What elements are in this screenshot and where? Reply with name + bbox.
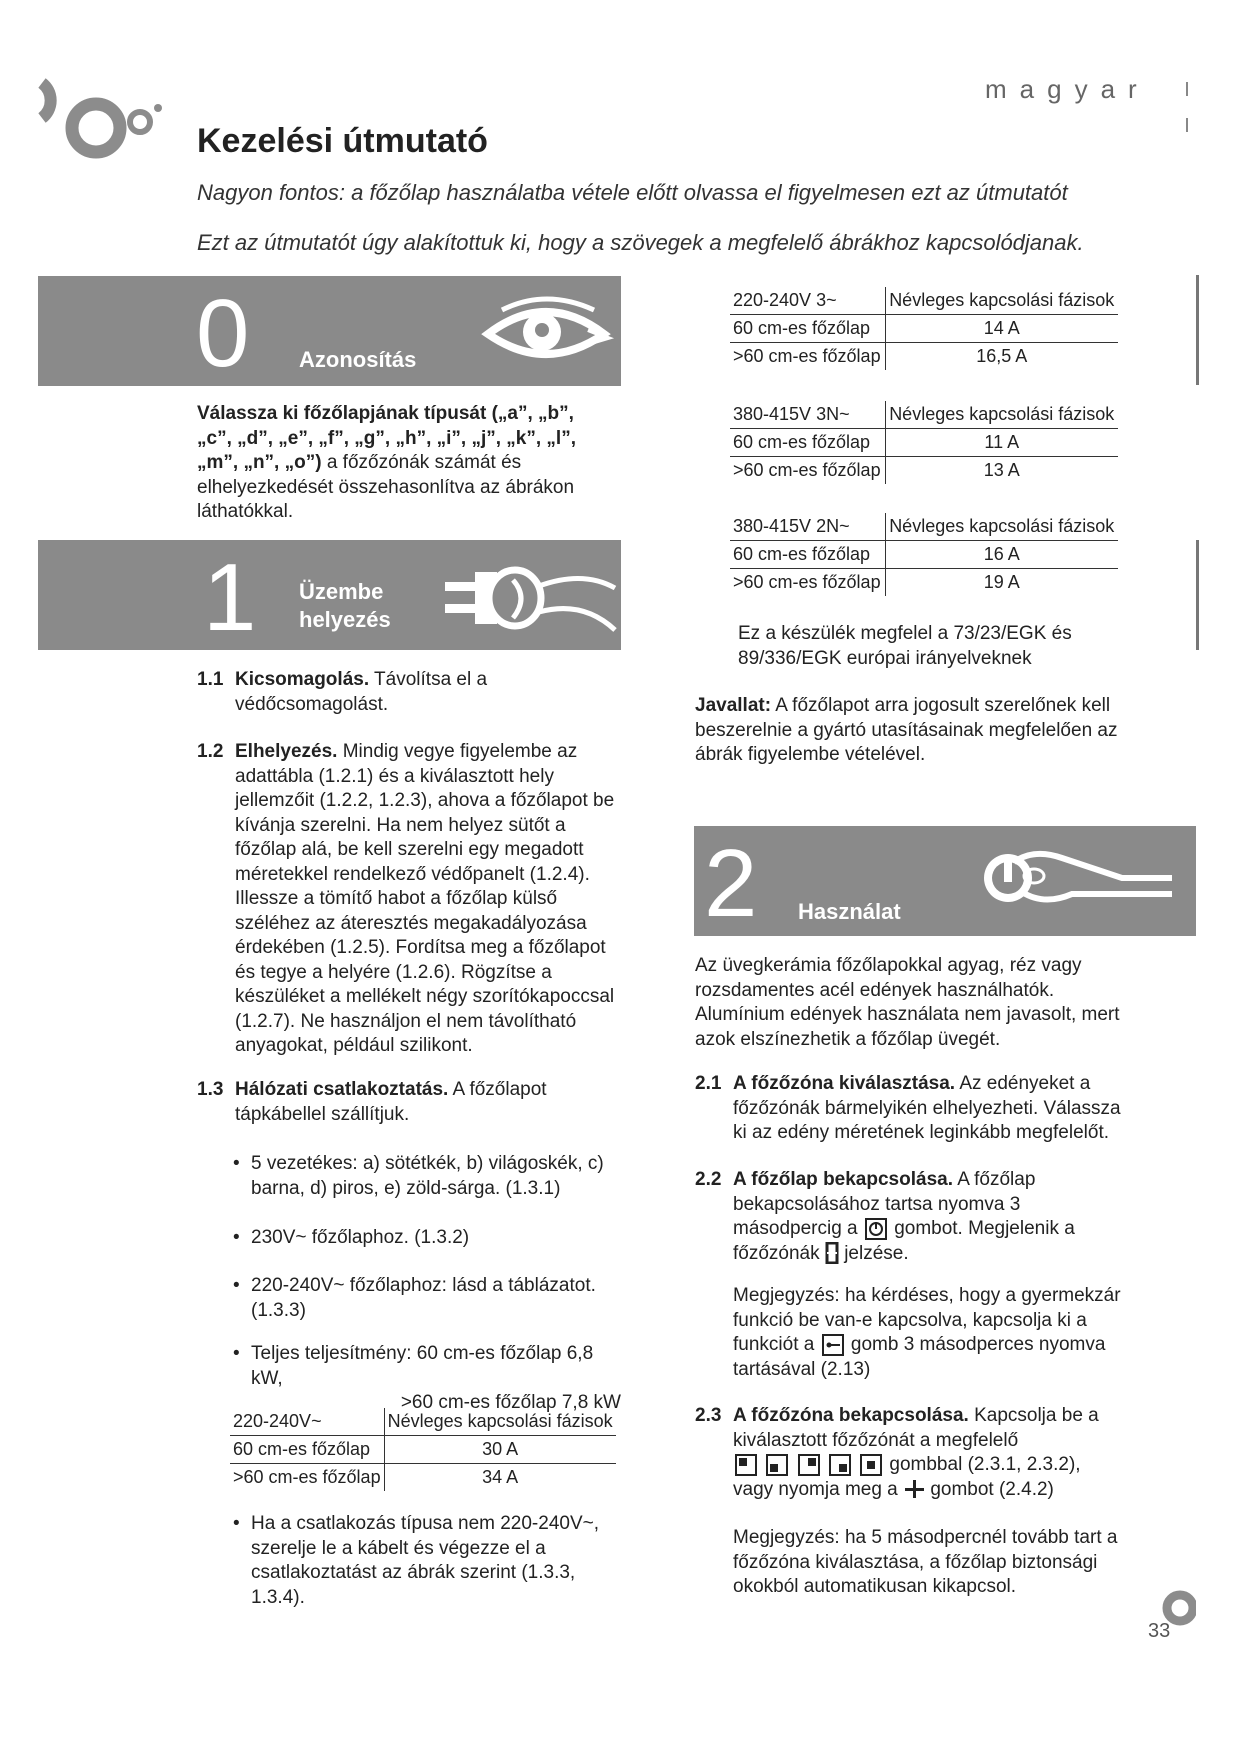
note-auto-off: Megjegyzés: ha 5 másodpercnél tovább tart a főzőzóna kiválasztása, a főzőlap biztonsági okokból automatikusan kikapcsol. <box>733 1527 1118 1597</box>
plus-icon <box>903 1478 925 1500</box>
bullet-230v: • 230V~ főzőlaphoz. (1.3.2) <box>233 1227 470 1248</box>
section-1-label-line1: Üzembe <box>299 579 384 604</box>
bullet-220v-table: • 220-240V~ főzőlaphoz: lásd a táblázatot. (1.3.3) <box>233 1275 596 1321</box>
table-380v-3n: 380-415V 3N~ Névleges kapcsolási fázisok 60 cm-es főzőlap 11 A >60 cm-es főzőlap 13 A <box>730 401 1118 484</box>
language-label: magyar <box>985 74 1150 104</box>
margin-bar <box>1196 540 1199 650</box>
table-220v-single: 220-240V~ Névleges kapcsolási fázisok 60 cm-es főzőlap 30 A >60 cm-es főzőlap 34 A <box>230 1408 616 1491</box>
section-2-intro: Az üvegkerámia főzőlapokkal agyag, réz vagy rozsdamentes acél edények használhatók. Alumínium edények használata nem javasolt, mert azok elszínezhetik a főzőlap üvegét. <box>695 955 1120 1050</box>
intro-warning: Nagyon fontos: a főzőlap használatba vétele előtt olvassa el figyelmesen ezt az útmutatót <box>197 180 1068 205</box>
bullet-total-power: • Teljes teljesítmény: 60 cm-es főzőlap 6,8 kW, >60 cm-es főzőlap 7,8 kW <box>233 1343 621 1413</box>
bullet-other-connection: • Ha a csatlakozás típusa nem 220-240V~, szerelje le a kábelt és végezze el a csatlakoztatást az ábrák szerint (1.3.3, 1.3.4). <box>233 1513 600 1608</box>
section-1-band <box>38 540 621 650</box>
zone-top-left-button[interactable] <box>735 1454 757 1476</box>
section-1-label-line2: helyezés <box>299 607 391 632</box>
item-2-2: 2.2 A főzőlap bekapcsolása. A főzőlap bekapcsolásához tartsa nyomva 3 másodpercig a gombot. Megjelenik a főzőzónák jelzése. <box>695 1169 1075 1264</box>
item-1-2: 1.2 Elhelyezés. Mindig vegye figyelembe az adattábla (1.2.1) és a kiválasztott hely jellemzőit (1.2.2, 1.2.3), ahova a főzőlapot be kívánja szerelni. Ha nem helyez sütőt a főzőlap alá, be kell szerelni egy megadott méretekkel rendelkező védőpanelt (1.2.4). Illessze a tömítő habot a főzőlap külső széléhez az áteresztés megakadályozása érdekében (1.2.5). Fordítsa meg a főzőlapot és tegye a helyére (1.2.6). Rögzítse a készüléket a mellékelt négy szorítókapoccsal (1.2.7). Ne használjon el nem távolítható anyagokat, például szilikont. <box>197 741 615 1056</box>
section-0-text: Válassza ki főzőlapjának típusát („a”, „b”, „c”, „d”, „e”, „f”, „g”, „h”, „i”, „j”, „k”, „l”, „m”, „n”, „o”) a főzőzónák számát és elhelyezkedését összehasonlítva az ábrákon láthatókkal. <box>197 403 576 522</box>
item-2-3: 2.3 A főzőzóna bekapcsolása. Kapcsolja be a kiválasztott főzőzónát a megfelelő gombbal (2.3.1, 2.3.2), vagy nyomja meg a gombot (2.4.2) <box>695 1405 1099 1500</box>
finger-touch-icon <box>972 836 1172 926</box>
eye-icon <box>476 294 616 370</box>
table-220v-3phase: 220-240V 3~ Névleges kapcsolási fázisok 60 cm-es főzőlap 14 A >60 cm-es főzőlap 16,5 A <box>730 287 1118 370</box>
header-tick <box>1186 118 1188 132</box>
section-2-label: Használat <box>798 899 901 924</box>
section-0-label: Azonosítás <box>299 347 417 372</box>
brand-circles-icon <box>34 78 174 178</box>
zone-center-button[interactable] <box>860 1454 882 1476</box>
section-2-number: 2 <box>704 830 758 937</box>
table-380v-2n: 380-415V 2N~ Névleges kapcsolási fázisok 60 cm-es főzőlap 16 A >60 cm-es főzőlap 19 A <box>730 513 1118 596</box>
margin-bar <box>1196 275 1199 385</box>
page-title: Kezelési útmutató <box>197 122 488 160</box>
plug-icon <box>443 560 618 640</box>
item-1-3: 1.3 Hálózati csatlakoztatás. A főzőlapot tápkábellel szállítjuk. <box>197 1079 547 1125</box>
section-1-number: 1 <box>203 544 257 651</box>
zone-display-icon <box>825 1242 839 1264</box>
section-0-band <box>38 276 621 386</box>
zone-top-right-button[interactable] <box>798 1454 820 1476</box>
note-child-lock: Megjegyzés: ha kérdéses, hogy a gyermekzár funkció be van-e kapcsolva, kapcsolja ki a funkciót a gomb 3 másodperces nyomva tartásával (2.13) <box>733 1285 1121 1380</box>
power-button-icon <box>865 1218 887 1240</box>
bullet-wires: • 5 vezetékes: a) sötétkék, b) világoskék, c) barna, d) piros, e) zöld-sárga. (1.3.1) <box>233 1153 604 1199</box>
page-number: 33 <box>1148 1620 1171 1642</box>
header-tick <box>1186 82 1188 96</box>
intro-note: Ezt az útmutatót úgy alakítottuk ki, hogy a szövegek a megfelelő ábrákhoz kapcsolódjanak. <box>197 230 1084 255</box>
section-2-band <box>694 826 1196 936</box>
advice-text: Javallat: A főzőlapot arra jogosult szerelőnek kell beszerelnie a gyártó utasításainak megfelelően az ábrák figyelembe vételével. <box>695 695 1118 765</box>
key-lock-icon <box>822 1334 844 1356</box>
item-2-1: 2.1 A főzőzóna kiválasztása. Az edényeket a főzőzónák bármelyikén elhelyezheti. Válassza ki az edény méretének leginkább megfelelőt. <box>695 1073 1121 1143</box>
compliance-note: Ez a készülék megfelel a 73/23/EGK és 89/336/EGK európai irányelveknek <box>738 623 1072 669</box>
section-0-number: 0 <box>196 280 250 387</box>
zone-bottom-right-button[interactable] <box>829 1454 851 1476</box>
zone-bottom-left-button[interactable] <box>766 1454 788 1476</box>
item-1-1: 1.1 Kicsomagolás. Távolítsa el a védőcsomagolást. <box>197 669 488 715</box>
